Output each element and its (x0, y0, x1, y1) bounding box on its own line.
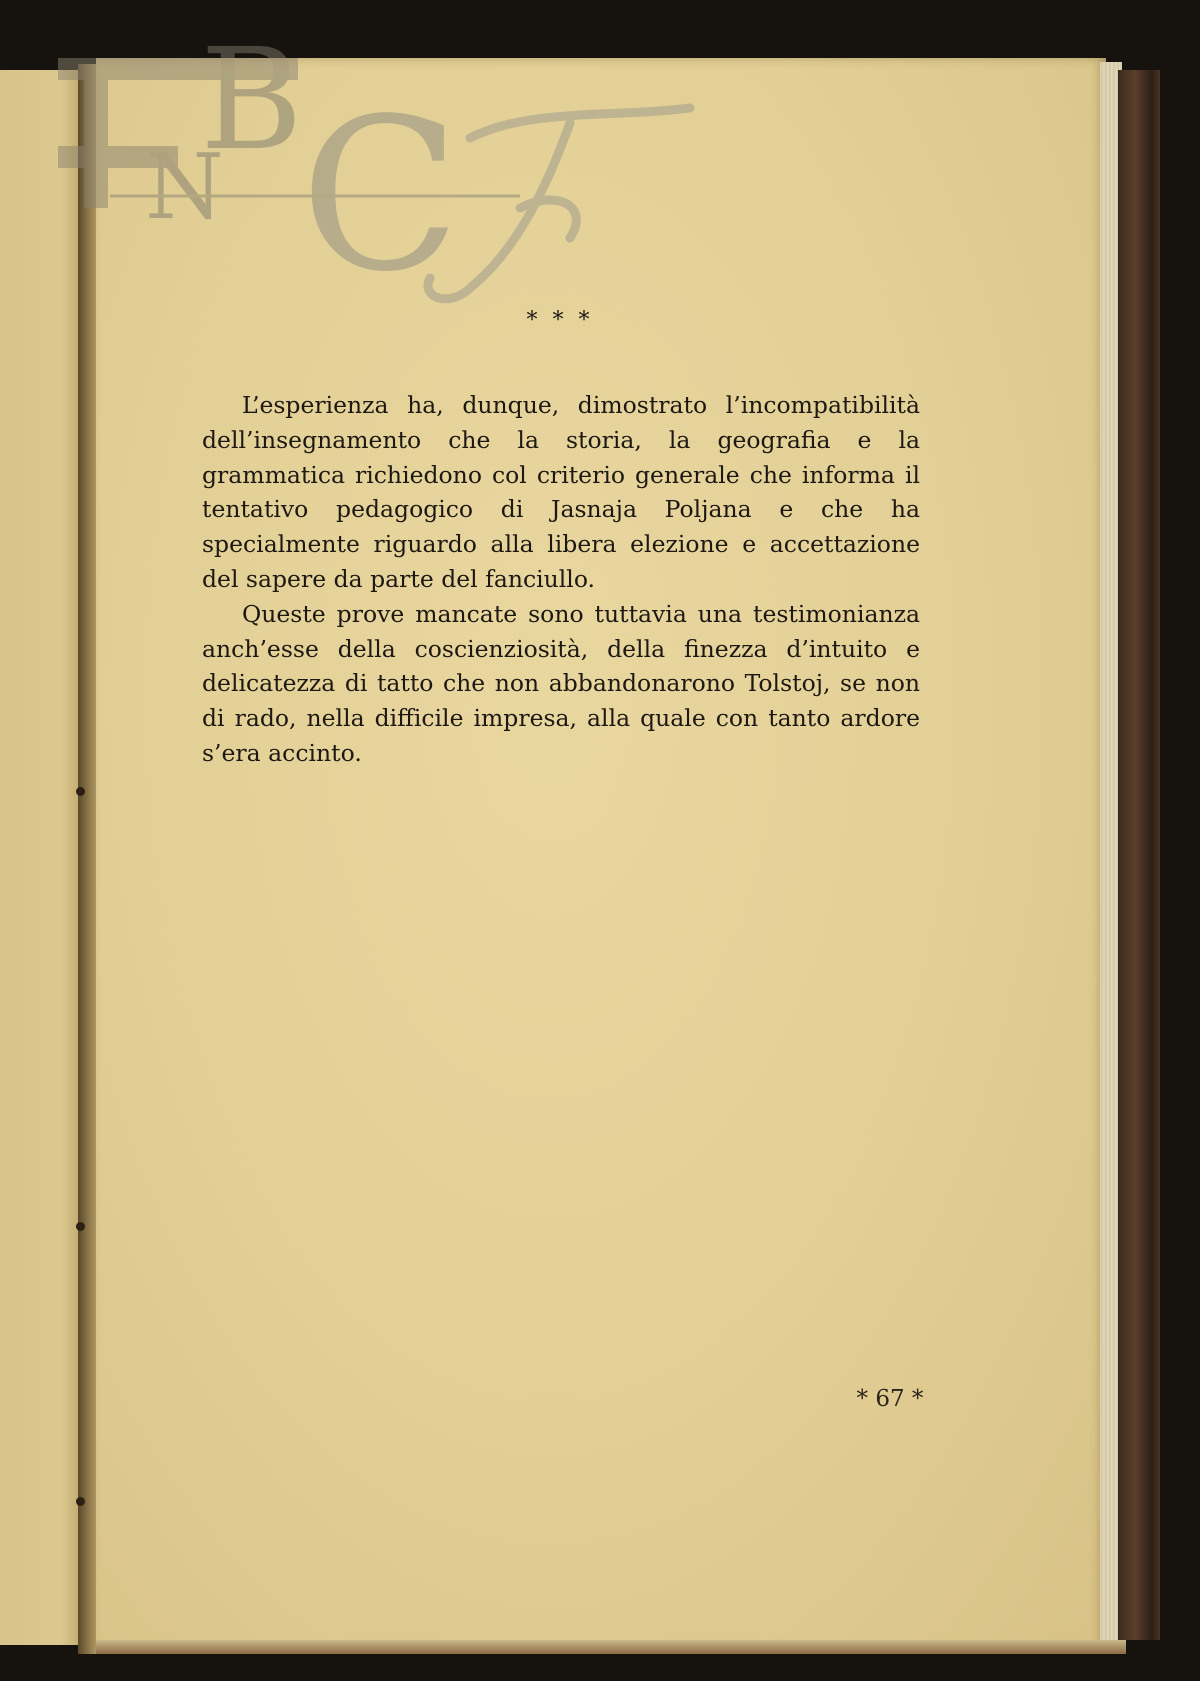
binding-stitch (76, 1222, 85, 1231)
book-cover-edge (1118, 70, 1160, 1640)
book-bottom-edge (96, 1640, 1126, 1654)
svg-text:N: N (145, 135, 224, 240)
paragraph: Queste prove mancate sono tuttavia una testimonianza anch’esse della coscienziosità, della finezza d’intuito e delicatezza di tatto che non abbandonarono Tolstoj, se non di rado, nella difficile impresa, alla quale con tanto ardore s’era accinto. (202, 599, 920, 767)
paragraph: L’esperienza ha, dunque, dimostrato l’incompatibilità dell’insegnamento che la storia, la geografia e la grammatica richiedono col criterio generale che informa il tentativo pedagogico di Jasnaja Poljana e che ha specialmente riguardo alla libera elezione e accettazione del sapere da parte del fanciullo. (202, 391, 920, 593)
svg-text:B: B (200, 28, 303, 182)
page-number: * 67 * (856, 1386, 924, 1412)
page-body (202, 388, 920, 771)
bncf-logo-watermark (50, 28, 700, 328)
binding-stitch (76, 1497, 85, 1506)
svg-text:C: C (300, 73, 461, 318)
binding-stitch (76, 787, 85, 796)
section-separator: * * * (526, 308, 594, 333)
